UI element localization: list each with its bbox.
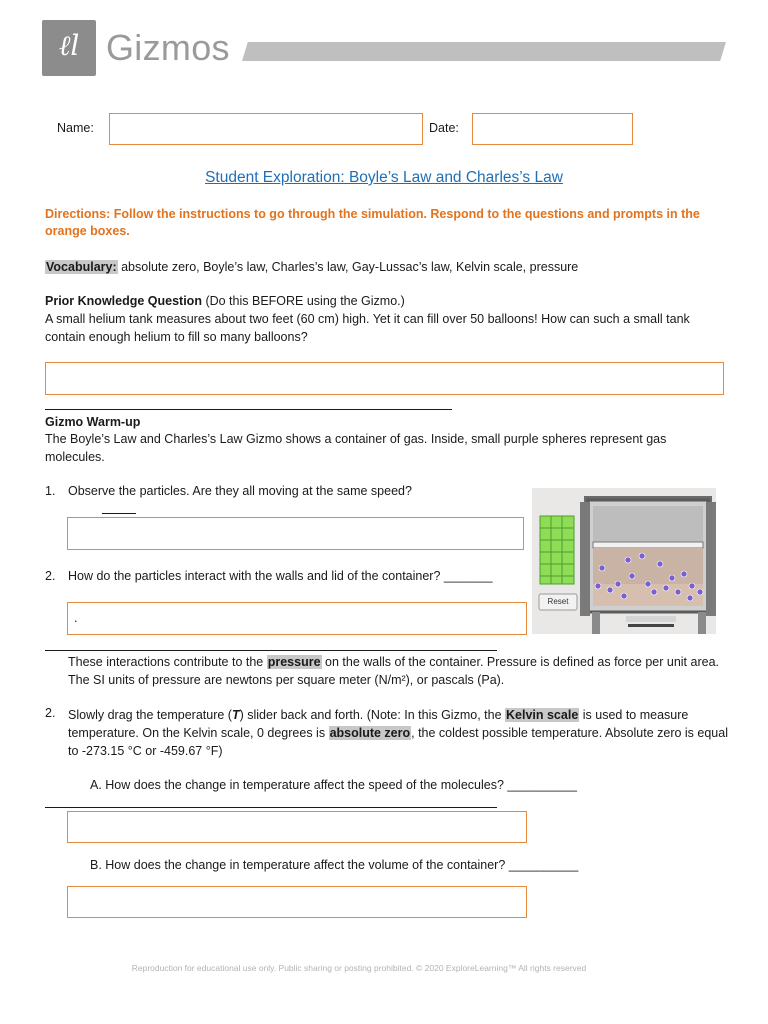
blank-line [102,513,136,514]
reset-button[interactable]: Reset [547,597,569,606]
section-rule [45,409,452,410]
pressure-text-start: These interactions contribute to the [68,655,267,669]
section-rule-2 [45,650,497,651]
prior-knowledge-answer-box[interactable] [45,362,724,395]
prior-knowledge-title: Prior Knowledge Question [45,294,202,308]
question-1-number: 1. [45,484,56,498]
vocabulary-line [45,258,730,276]
temperature-blocks-icon [540,516,574,584]
prior-knowledge-heading [45,292,730,310]
temperature-symbol: T [231,708,240,722]
warmup-intro: The Boyle’s Law and Charles’s Law Gizmo shows a container of gas. Inside, small purple spheres represent gas molecules. [45,432,667,464]
question-3-part-b: ) slider back and forth. (Note: In this Gizmo, the [239,708,505,722]
question-3-part-a: Slowly drag the temperature ( [68,708,232,722]
copyright-footer: Reproduction for educational use only. Public sharing or posting prohibited. © 2020 ExploreLearning™ All rights reserved [131,963,587,973]
question-3-number: 2. [45,706,56,720]
prior-knowledge-note: (Do this BEFORE using the Gizmo.) [201,294,405,308]
gizmo-simulation-image [532,488,716,634]
name-field[interactable] [109,113,423,145]
brand-name: Gizmos [106,27,230,68]
directions-text: Directions: Follow the instructions to go through the simulation. Respond to the questions and prompts in the orange boxes. [45,207,700,238]
kelvin-scale-term: Kelvin scale [506,708,579,722]
date-label: Date: [429,121,459,135]
pressure-paragraph [68,653,730,689]
question-a-answer-box[interactable] [67,811,527,843]
logo-icon: ℓl [58,29,80,62]
question-2-answer-box[interactable]: . [67,602,527,635]
question-3-part-d: , the coldest possible temperature. Absolute zero is equal to -273.15 °C or -459.67 °F) [68,726,728,758]
warmup-heading: Gizmo Warm-up [45,415,141,429]
question-a-text: A. How does the change in temperature affect the speed of the molecules? __________ [90,778,577,792]
section-rule-3 [45,807,497,808]
prior-knowledge-question: A small helium tank measures about two feet (60 cm) high. Yet it can fill over 50 balloons! How can such a small tank contain enough helium to fill so many balloons? [45,312,690,344]
question-1-answer-box[interactable] [67,517,524,550]
vocabulary-terms: absolute zero, Boyle’s law, Charles’s law, Gay-Lussac’s law, Kelvin scale, pressure [117,260,579,274]
date-field[interactable] [472,113,633,145]
absolute-zero-term: absolute zero [329,726,411,740]
pressure-term: pressure [267,655,321,669]
name-label: Name: [57,121,94,135]
question-3-text [68,706,730,760]
pressure-text-end: on the walls of the container. Pressure is defined as force per unit area. The SI units of pressure are newtons per square meter (N/m²), or pascals (Pa). [68,655,719,687]
page-title: Student Exploration: Boyle’s Law and Charles’s Law [205,169,563,186]
question-b-answer-box[interactable] [67,886,527,918]
header-bar [242,42,726,61]
vocabulary-label: Vocabulary: [46,260,117,274]
question-2-number: 2. [45,569,56,583]
gas-container-icon [580,496,716,634]
question-2-text: How do the particles interact with the walls and lid of the container? _______ [68,569,493,583]
question-1-text: Observe the particles. Are they all moving at the same speed? [68,484,412,498]
question-b-text: B. How does the change in temperature affect the volume of the container? __________ [90,858,579,872]
question-3-part-c: is used to measure temperature. On the Kelvin scale, 0 degrees is [68,708,689,740]
